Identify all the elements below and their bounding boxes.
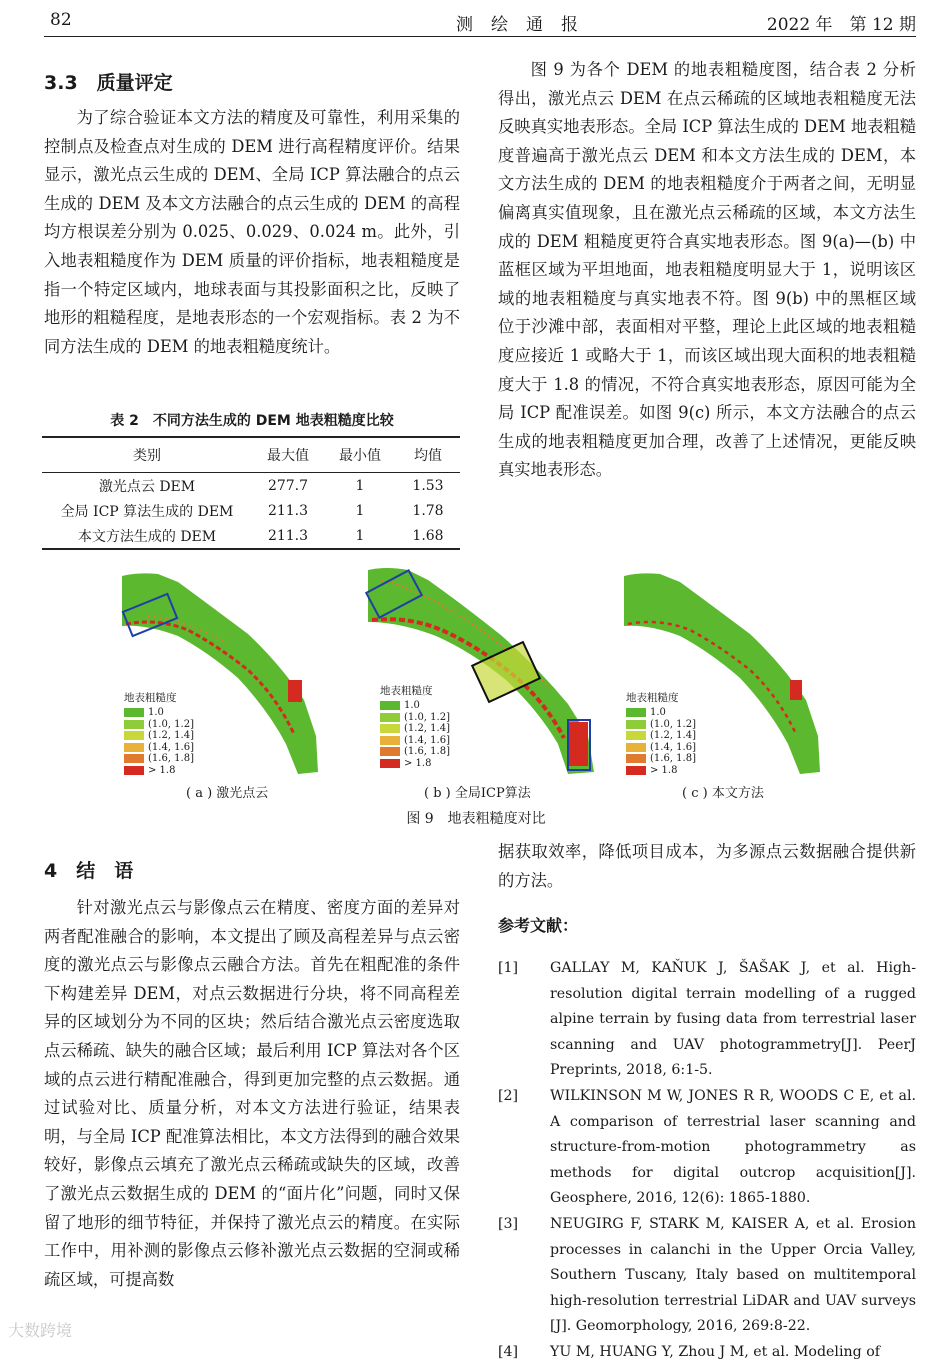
legend-swatch — [124, 731, 144, 740]
legend-swatch — [626, 766, 646, 775]
legend-item — [626, 719, 696, 731]
reference-number: [3] — [498, 1215, 519, 1232]
reference-text: GALLAY M, KAŇUK J, ŠAŠAK J, et al. High-resolution digital terrain modelling of a rugged alpine terrain by fusing data from terrestrial laser scanning and UAV photogrammetry[J]. PeerJ Preprints, 2018, 6:1-5. — [550, 960, 916, 1079]
legend-title: 地表粗糙度 — [626, 692, 679, 704]
section-3-3-paragraph: 为了综合验证本文方法的精度及可靠性，利用采集的控制点及检查点对生成的 DEM 进行高程精度评价。结果显示，激光点云生成的 DEM、全局 ICP 算法融合的点云生成的 DEM 及本文方法融合的点云生成的 DEM 的高程均方根误差分别为 0.025、0.029、0.024 m。此外，引入地表粗糙度作为 DEM 质量的评价指标，地表粗糙度是指一个特定区域内，地球表面与其投影面积之比，反映了地形的粗糙程度，是地表形态的一个宏观指标。表 2 为不同方法生成的 DEM 的地表粗糙度统计。 — [44, 108, 460, 356]
legend-swatch — [626, 708, 646, 717]
legend-swatch — [626, 743, 646, 752]
legend-item — [124, 765, 194, 777]
table-row — [42, 498, 460, 523]
legend-label: > 1.8 — [404, 757, 432, 769]
legend-item — [124, 707, 194, 719]
legend-label: (1.2, 1.4] — [404, 723, 450, 735]
table-row — [42, 523, 460, 549]
legend-item — [626, 707, 696, 719]
legend-b — [380, 683, 450, 769]
legend-swatch — [380, 724, 400, 733]
reference-item — [498, 1212, 916, 1340]
table-cell: 1 — [355, 477, 365, 494]
legend-item — [124, 753, 194, 765]
issue-info: 2022 年 第 12 期 — [766, 15, 916, 35]
legend-title: 地表粗糙度 — [124, 692, 177, 704]
legend-item — [380, 735, 450, 747]
legend-item — [626, 753, 696, 765]
col-header-category: 类别 — [42, 437, 252, 473]
panel-label-a: ( a ) 激光点云 — [186, 786, 269, 801]
legend-label: (1.6, 1.8] — [148, 753, 194, 765]
section-3-3-title: 3.3 质量评定 — [44, 72, 173, 94]
legend-swatch — [124, 743, 144, 752]
legend-swatch — [626, 720, 646, 729]
legend-swatch — [124, 754, 144, 763]
table-cell: 激光点云 DEM — [98, 478, 196, 495]
references-title: 参考文献： — [498, 916, 579, 935]
figure-9-discussion-paragraph: 图 9 为各个 DEM 的地表粗糙度图，结合表 2 分析得出，激光点云 DEM 在点云稀疏的区域地表粗糙度无法反映真实地表形态。全局 ICP 算法生成的 DEM 地表粗糙度普遍高于激光点云 DEM 和本文方法生成的 DEM，本文方法生成的 DEM 的地表粗糙度介于两者之间，无明显偏离真实值现象，且在激光点云稀疏的区域，本文方法生成的 DEM 粗糙度更符合真实地表形态。图 9(a)—(b) 中蓝框区域为平坦地面，地表粗糙度明显大于 1，说明该区域的地表粗糙度与真实地表不符。图 9(b) 中的黑框区域位于沙滩中部，表面相对平整，理论上此区域的地表粗糙度应接近 1 或略大于 1，而该区域出现大面积的地表粗糙度大于 1.8 的情况，不符合真实地表形态，原因可能为全局 ICP 配准误差。如图 9(c) 所示，本文方法融合的点云生成的地表粗糙度更加合理，改善了上述情况，更能反映真实地表形态。 — [498, 60, 916, 480]
legend-swatch — [124, 720, 144, 729]
table-header-row — [42, 437, 460, 473]
header-rule — [44, 36, 916, 37]
legend-label: (1.2, 1.4] — [650, 730, 696, 742]
table-cell: 1 — [355, 502, 365, 519]
table-cell: 本文方法生成的 DEM — [42, 523, 252, 549]
reference-number: [4] — [498, 1343, 519, 1360]
table-cell: 277.7 — [267, 477, 309, 494]
legend-label: > 1.8 — [650, 764, 678, 776]
table-cell: 1.53 — [412, 477, 444, 494]
panel-label-c: ( c ) 本文方法 — [682, 786, 764, 801]
col-header-min: 最小值 — [324, 437, 396, 473]
legend-item — [124, 742, 194, 754]
legend-label: > 1.8 — [148, 764, 176, 776]
section-4-continuation: 据获取效率，降低项目成本，为多源点云数据融合提供新的方法。 — [498, 842, 916, 890]
legend-swatch — [626, 731, 646, 740]
legend-item — [626, 765, 696, 777]
table-cell: 1 — [324, 523, 396, 549]
panel-label-b: ( b ) 全局ICP算法 — [424, 786, 531, 801]
legend-c — [626, 690, 696, 776]
reference-number: [2] — [498, 1087, 519, 1104]
reference-number: [1] — [498, 960, 519, 976]
legend-label: (1.0, 1.2] — [148, 718, 194, 730]
legend-swatch — [380, 736, 400, 745]
legend-label: (1.2, 1.4] — [148, 730, 194, 742]
legend-item — [380, 758, 450, 770]
watermark-logo: 大数跨境 — [8, 1321, 73, 1340]
legend-label: (1.0, 1.2] — [404, 711, 450, 723]
legend-item — [626, 730, 696, 742]
legend-label: (1.0, 1.2] — [650, 718, 696, 730]
table-cell: 211.3 — [267, 502, 309, 519]
reference-text: WILKINSON M W, JONES R R, WOODS C E, et al. A comparison of terrestrial laser scanning and structure-from-motion photogrammetry as methods for digital outcrop acquisition[J]. Geosphere, 2016, 12(6): 1865-1880. — [550, 1087, 916, 1207]
journal-name: 测绘通报 — [456, 15, 596, 35]
legend-item — [626, 742, 696, 754]
legend-item — [380, 712, 450, 724]
legend-label: 1.0 — [148, 707, 164, 719]
legend-item — [124, 719, 194, 731]
legend-label: (1.4, 1.6] — [148, 741, 194, 753]
page-number: 82 — [50, 10, 72, 30]
figure-9-caption: 图 9 地表粗糙度对比 — [406, 811, 546, 827]
references-list — [498, 956, 916, 1366]
legend-label: 1.0 — [404, 700, 420, 712]
legend-swatch — [380, 759, 400, 768]
reference-item — [498, 956, 916, 1084]
legend-swatch — [380, 747, 400, 756]
legend-swatch — [626, 754, 646, 763]
col-header-mean: 均值 — [396, 437, 460, 473]
legend-a — [124, 690, 194, 776]
legend-swatch — [380, 713, 400, 722]
legend-label: (1.4, 1.6] — [404, 734, 450, 746]
table-cell: 1.68 — [396, 523, 460, 549]
rough-patch — [568, 722, 588, 766]
legend-swatch — [124, 766, 144, 775]
rough-patch — [790, 680, 802, 700]
table-2-caption: 表 2 不同方法生成的 DEM 地表粗糙度比较 — [110, 413, 394, 429]
legend-label: (1.4, 1.6] — [650, 741, 696, 753]
table-2 — [42, 436, 460, 550]
legend-label: 1.0 — [650, 707, 666, 719]
rough-patch — [288, 680, 302, 702]
reference-item — [498, 1340, 916, 1366]
legend-label: (1.6, 1.8] — [650, 753, 696, 765]
table-cell: 211.3 — [252, 523, 324, 549]
legend-item — [380, 700, 450, 712]
table-row — [42, 473, 460, 499]
col-header-max: 最大值 — [252, 437, 324, 473]
reference-item — [498, 1084, 916, 1212]
legend-label: (1.6, 1.8] — [404, 746, 450, 758]
section-4-paragraph: 针对激光点云与影像点云在精度、密度方面的差异对两者配准融合的影响，本文提出了顾及高程差异与点云密度的激光点云与影像点云融合方法。首先在粗配准的条件下构建差异 DEM，对点云数据进行分块，将不同高程差异的区域划分为不同的区块；然后结合激光点云密度选取点云稀疏、缺失的融合区域；最后利用 ICP 算法对各个区域的点云进行精配准融合，得到更加完整的点云数据。通过试验对比、质量分析，对本文方法进行验证，结果表明，与全局 ICP 配准算法相比，本文方法得到的融合效果较好，影像点云填充了激光点云稀疏或缺失的区域，改善了激光点云数据生成的 DEM 的“面片化”问题，同时又保留了地形的细节特征，并保持了激光点云的精度。在实际工作中，用补测的影像点云修补激光点云数据的空洞或稀疏区域，可提高数 — [44, 898, 460, 1289]
legend-swatch — [380, 701, 400, 710]
legend-item — [124, 730, 194, 742]
table-cell: 1.78 — [412, 502, 444, 519]
legend-swatch — [124, 708, 144, 717]
table-cell: 全局 ICP 算法生成的 DEM — [60, 503, 234, 520]
legend-item — [380, 746, 450, 758]
reference-text: YU M, HUANG Y, Zhou J M, et al. Modeling of — [550, 1343, 881, 1360]
reference-text: NEUGIRG F, STARK M, KAISER A, et al. Erosion processes in calanchi in the Upper Orcia Valley, Southern Tuscany, Italy based on multitemporal high-resolution terrestrial LiDAR and UAV surveys [J]. Geomorphology, 2016, 269:8-22. — [550, 1215, 916, 1335]
legend-title: 地表粗糙度 — [380, 685, 433, 697]
running-header — [44, 8, 916, 34]
legend-item — [380, 723, 450, 735]
section-4-title: 4 结 语 — [44, 860, 134, 882]
